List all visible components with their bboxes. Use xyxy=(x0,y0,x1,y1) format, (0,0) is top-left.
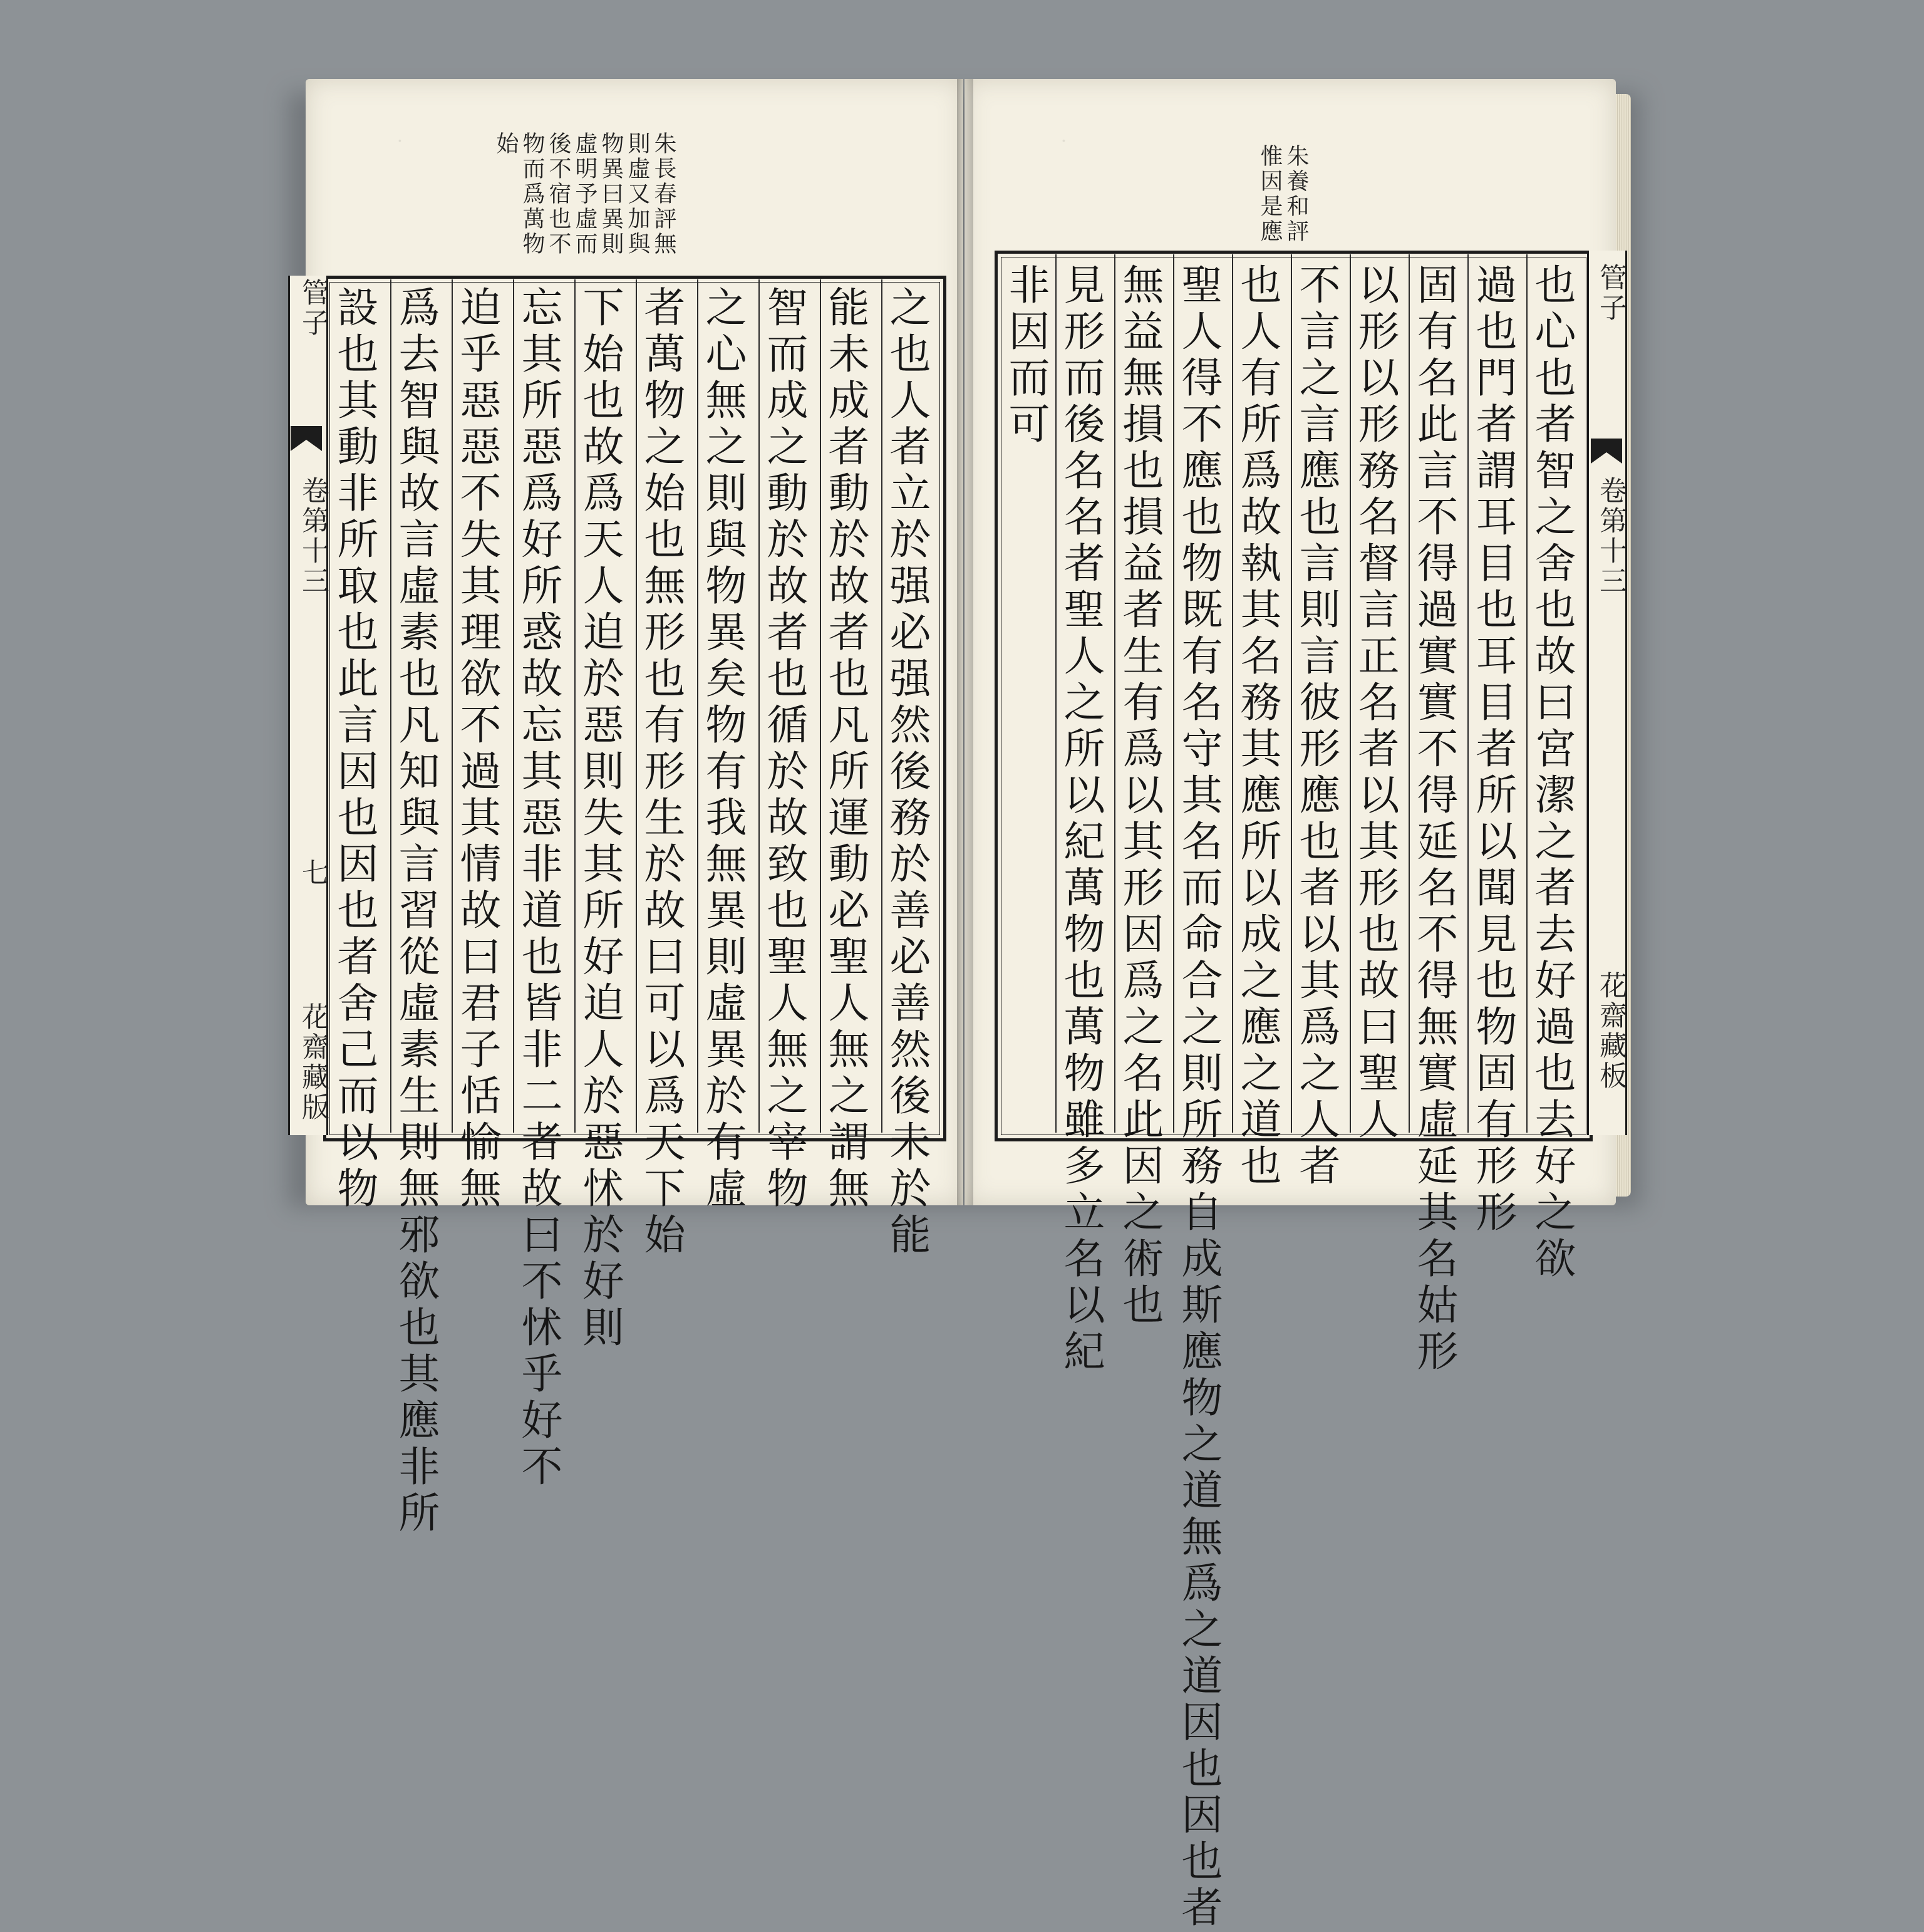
right-column-2: 過也門者謂耳目也耳目者所以聞見也物固有形形 xyxy=(1469,263,1517,1237)
column-rule xyxy=(697,279,698,1133)
left-column-10: 設也其動非所取也此言因也因也者舍己而以物 xyxy=(330,286,378,1213)
left-margin-title: 管子 xyxy=(297,278,329,338)
column-rule xyxy=(574,279,576,1133)
column-rule xyxy=(820,279,821,1133)
column-rule xyxy=(452,279,453,1133)
left-margin-imprint: 花齋藏版 xyxy=(297,1002,329,1123)
right-column-4: 以形以形務名督言正名者以其形也故曰聖人 xyxy=(1351,263,1399,1144)
show-through-text: · xyxy=(1052,138,1074,148)
left-column-7: 忘其所惡爲好所惑故忘其惡非道也皆非二者故曰不怵乎好不 xyxy=(514,286,562,1491)
right-column-1: 也心也者智之舍也故曰宮潔之者去好過也去好之欲 xyxy=(1528,263,1576,1283)
column-rule xyxy=(1173,254,1174,1133)
right-column-10: 非因而可 xyxy=(1001,263,1050,449)
column-rule xyxy=(1409,254,1410,1133)
left-column-9: 爲去智與故言虛素也凡知與言習從虛素生則無邪欲也其應非所 xyxy=(391,286,440,1537)
column-rule xyxy=(1055,254,1057,1133)
column-rule xyxy=(1526,254,1528,1133)
left-column-1: 之也人者立於强必强然後務於善必善然後未於能 xyxy=(882,286,931,1259)
column-rule xyxy=(513,279,514,1133)
right-margin-imprint: 花齋藏板 xyxy=(1595,971,1627,1091)
left-margin-page-number: 七 xyxy=(297,858,329,888)
show-through-text: · xyxy=(388,138,410,148)
column-rule xyxy=(1350,254,1351,1133)
right-column-8: 無益無損也損益者生有爲以其形因爲之名此因之術也 xyxy=(1115,263,1164,1329)
left-column-3: 智而成之動於故者也循於故致也聖人無之宰物 xyxy=(760,286,808,1213)
right-column-7: 聖人得不應也物既有名守其名而命合之則所務自成斯應物之道無爲之道因也因也者 xyxy=(1174,263,1223,1932)
right-column-5: 不言之言應也言則言彼形應也者以其爲之人者 xyxy=(1292,263,1340,1190)
column-rule xyxy=(1291,254,1292,1133)
book-gutter xyxy=(957,79,973,1205)
column-rule xyxy=(1467,254,1469,1133)
left-column-2: 能未成者動於故者也凡所運動必聖人無之謂無 xyxy=(821,286,869,1213)
column-rule xyxy=(1232,254,1233,1133)
left-column-6: 下始也故爲天人迫於惡則失其所好迫人於惡怵於好則 xyxy=(576,286,624,1352)
right-column-6: 也人有所爲故執其名務其應所以成之應之道也 xyxy=(1233,263,1281,1190)
column-rule xyxy=(881,279,882,1133)
left-column-8: 迫乎惡惡不失其理欲不過其情故曰君子恬愉無 xyxy=(453,286,501,1213)
right-column-3: 固有名此言不得過實實不得延名不得無實虛延其名姑形 xyxy=(1410,263,1458,1376)
left-column-4: 之心無之則與物異矣物有我無異則虛異於有虛 xyxy=(698,286,747,1213)
right-column-9: 見形而後名名者聖人之所以紀萬物也萬物雖多立名以紀 xyxy=(1057,263,1105,1376)
left-header-note: 朱長春評無則虛又加與物異曰異則虛明予虛而後不宿也不物而爲萬物始 xyxy=(493,132,676,257)
column-rule xyxy=(1114,254,1115,1133)
column-rule xyxy=(390,279,391,1133)
left-margin-chapter: 卷第十三 xyxy=(297,476,329,596)
right-margin-title: 管子 xyxy=(1595,263,1627,323)
column-rule xyxy=(636,279,637,1133)
left-column-5: 者萬物之始也無形也有形生於故曰可以爲天下始 xyxy=(637,286,685,1259)
right-margin-chapter: 卷第十三 xyxy=(1595,476,1627,596)
column-rule xyxy=(758,279,760,1133)
right-header-note: 朱養和評惟因是應 xyxy=(1257,144,1309,244)
